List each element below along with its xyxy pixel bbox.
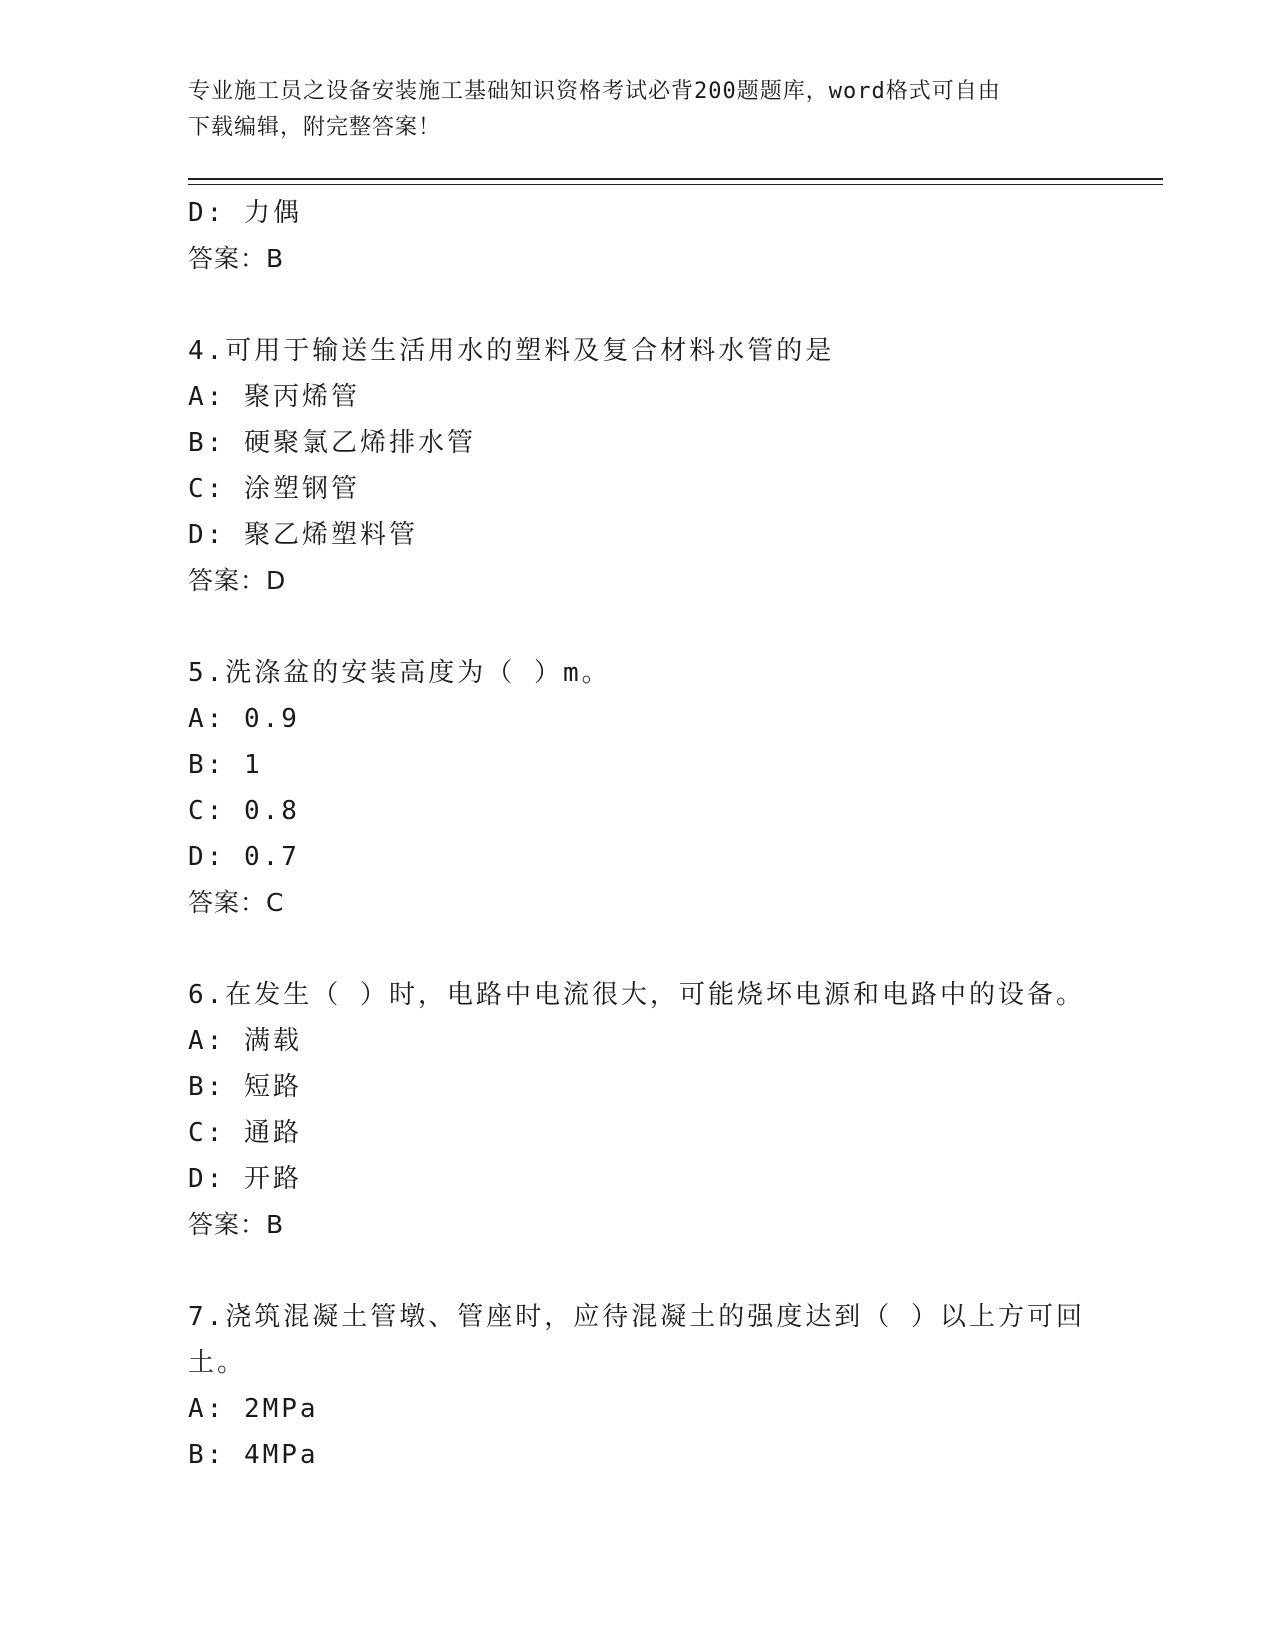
question-list [188, 190, 1088, 1478]
option-d: D: 聚乙烯塑料管 [188, 520, 418, 550]
question-5 [188, 650, 1088, 926]
question-stem: 6.在发生（ ）时，电路中电流很大，可能烧坏电源和电路中的设备。 [188, 980, 1085, 1010]
option-a: A: 满载 [188, 1026, 302, 1056]
q3-answer: 答案：B [188, 244, 285, 273]
header-divider-thick [188, 178, 1163, 180]
header-title-line-1: 专业施工员之设备安装施工基础知识资格考试必背200题题库，word格式可自由 [188, 79, 1001, 104]
option-b: B: 短路 [188, 1072, 302, 1102]
question-stem: 4.可用于输送生活用水的塑料及复合材料水管的是 [188, 336, 835, 366]
answer: 答案：B [188, 1210, 285, 1239]
question-6 [188, 972, 1088, 1248]
option-a: A: 2MPa [188, 1394, 319, 1424]
spacer [188, 282, 1088, 328]
question-stem-line-2: 土。 [188, 1348, 247, 1378]
question-stem: 5.洗涤盆的安装高度为（ ）m。 [188, 658, 611, 688]
option-d: D: 0.7 [188, 842, 300, 872]
option-a: A: 0.9 [188, 704, 300, 734]
option-d: D: 开路 [188, 1164, 302, 1194]
answer: 答案：D [188, 566, 287, 595]
option-c: C: 0.8 [188, 796, 300, 826]
answer: 答案：C [188, 888, 285, 917]
option-b: B: 4MPa [188, 1440, 319, 1470]
option-a: A: 聚丙烯管 [188, 382, 360, 412]
option-b: B: 1 [188, 750, 263, 780]
question-4 [188, 328, 1088, 604]
option-c: C: 通路 [188, 1118, 302, 1148]
header-divider-thin [188, 184, 1163, 185]
question-7 [188, 1294, 1088, 1478]
q3-option-d: D: 力偶 [188, 198, 302, 228]
option-b: B: 硬聚氯乙烯排水管 [188, 428, 476, 458]
question-stem-line-1: 7.浇筑混凝土管墩、管座时，应待混凝土的强度达到（ ）以上方可回 [188, 1302, 1085, 1332]
option-c: C: 涂塑钢管 [188, 474, 360, 504]
header-title-line-2: 下载编辑，附完整答案！ [188, 115, 442, 140]
page-header [188, 74, 1088, 146]
spacer [188, 926, 1088, 972]
spacer [188, 1248, 1088, 1294]
spacer [188, 604, 1088, 650]
